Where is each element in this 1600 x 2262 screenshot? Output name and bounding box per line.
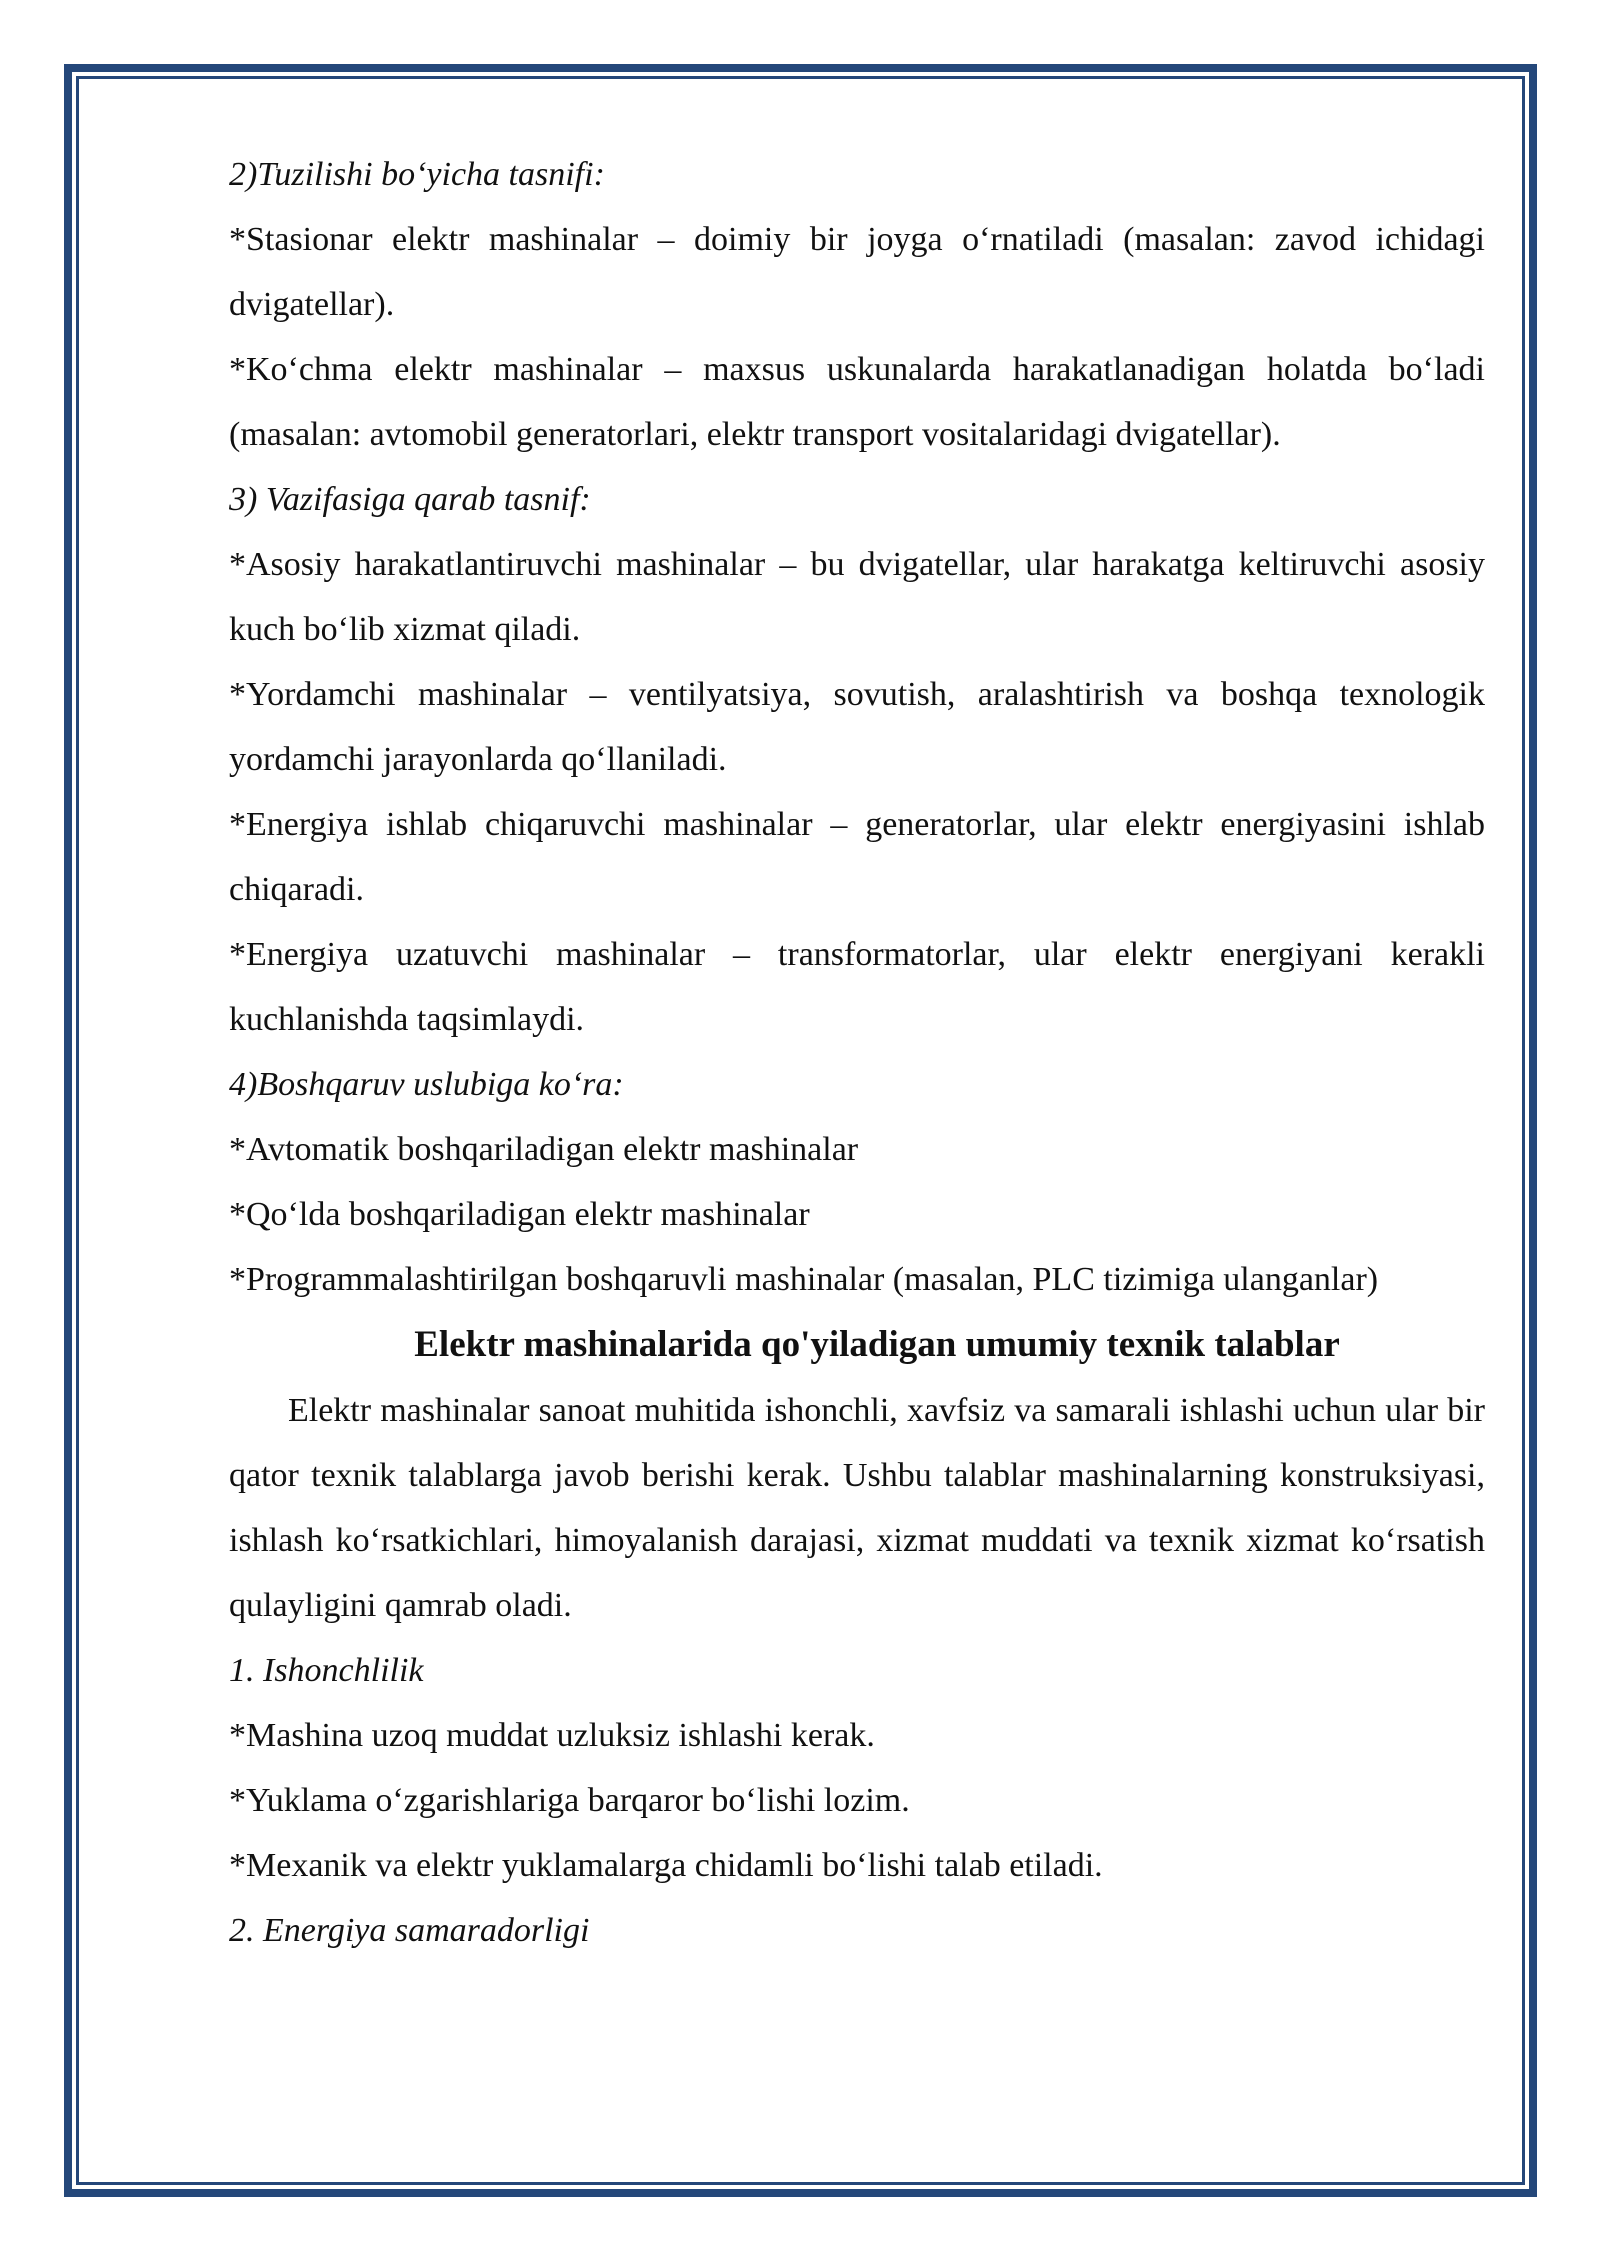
paragraph: *Yuklama o‘zgarishlariga barqaror bo‘lishi lozim.	[229, 1782, 910, 1819]
section-subheading: 2)Tuzilishi bo‘yicha tasnifi:	[229, 156, 605, 193]
section-subheading: 1. Ishonchlilik	[229, 1652, 424, 1689]
section-heading: Elektr mashinalarida qo'yiladigan umumiy texnik talablar	[414, 1324, 1340, 1365]
paragraph: *Asosiy harakatlantiruvchi mashinalar – bu dvigatellar, ular harakatga keltiruvchi asosiy kuch bo‘lib xizmat qiladi.	[229, 546, 1485, 648]
paragraph: *Avtomatik boshqariladigan elektr mashinalar	[229, 1131, 859, 1168]
paragraph: *Stasionar elektr mashinalar – doimiy bir joyga o‘rnatiladi (masalan: zavod ichidagi dvigatellar).	[229, 221, 1485, 323]
paragraph: *Qo‘lda boshqariladigan elektr mashinalar	[229, 1196, 810, 1233]
paragraph: *Energiya uzatuvchi mashinalar – transformatorlar, ular elektr energiyani kerakli kuchlanishda taqsimlaydi.	[229, 936, 1485, 1038]
paragraph: *Yordamchi mashinalar – ventilyatsiya, sovutish, aralashtirish va boshqa texnologik yordamchi jarayonlarda qo‘llaniladi.	[229, 676, 1485, 778]
section-subheading: 4)Boshqaruv uslubiga ko‘ra:	[229, 1066, 624, 1103]
section-subheading: 3) Vazifasiga qarab tasnif:	[229, 481, 591, 518]
paragraph: *Programmalashtirilgan boshqaruvli mashinalar (masalan, PLC tizimiga ulanganlar)	[229, 1261, 1379, 1298]
intro-paragraph: Elektr mashinalar sanoat muhitida ishonchli, xavfsiz va samarali ishlashi uchun ular bir qator texnik talablarga javob berishi kerak. Ushbu talablar mashinalarning konstruksiyasi, ishlash ko‘rsatkichlari, himoyalanish darajasi, xizmat muddati va texnik xizmat ko‘rsatish qulayligini qamrab oladi.	[229, 1392, 1485, 1624]
document-body	[229, 142, 1485, 1963]
paragraph: *Mashina uzoq muddat uzluksiz ishlashi kerak.	[229, 1717, 875, 1754]
paragraph: *Energiya ishlab chiqaruvchi mashinalar – generatorlar, ular elektr energiyasini ishlab chiqaradi.	[229, 806, 1485, 908]
paragraph: *Ko‘chma elektr mashinalar – maxsus uskunalarda harakatlanadigan holatda bo‘ladi (masalan: avtomobil generatorlari, elektr transport vositalaridagi dvigatellar).	[229, 351, 1485, 453]
section-subheading: 2. Energiya samaradorligi	[229, 1912, 590, 1949]
paragraph: *Mexanik va elektr yuklamalarga chidamli bo‘lishi talab etiladi.	[229, 1847, 1103, 1884]
